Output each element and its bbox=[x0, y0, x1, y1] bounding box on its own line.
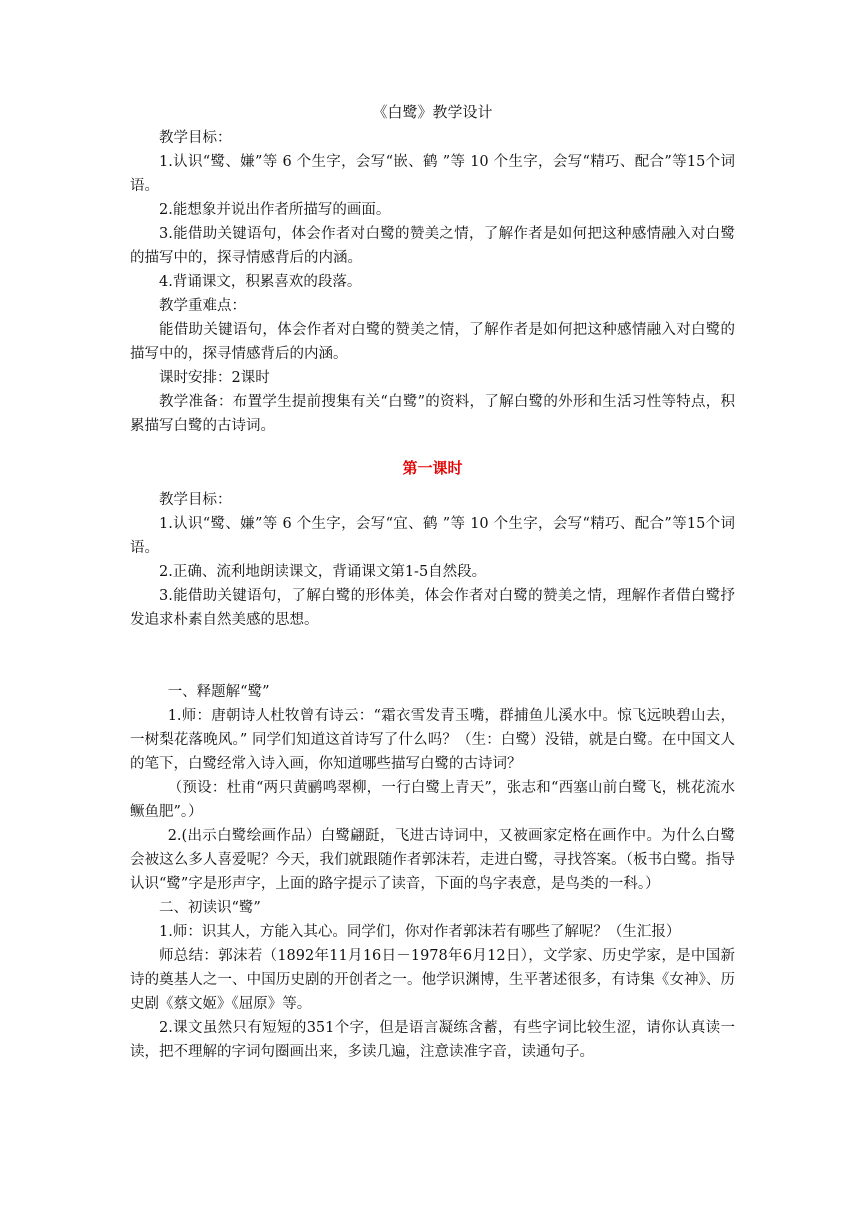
document-title: 《白鹭》教学设计 bbox=[372, 103, 493, 121]
intro-goal-2: 2.能想象并说出作者所描写的画面。 bbox=[159, 202, 391, 218]
part-two-summary: 师总结：郭沫若（1892年11月16日－1978年6月12日），文学家、历史学家，是中国新诗的奠基人之一、中国历史剧的开创者之一。他学识渊博，生平著述很多，有诗集《女神》、历史剧《蔡文姬》《屈原》等。 bbox=[130, 948, 735, 1012]
lesson-goal-3: 3.能借助关键语句，了解白鹭的形体美，体会作者对白鹭的赞美之情，理解作者借白鹭抒发追求朴素自然美感的思想。 bbox=[130, 588, 735, 628]
intro-goal-4: 4.背诵课文，积累喜欢的段落。 bbox=[159, 274, 362, 290]
part-two-heading: 二、初读识“鹭” bbox=[159, 900, 261, 916]
key-difficulty-text: 能借助关键语句，体会作者对白鹭的赞美之情，了解作者是如何把这种感情融入对白鹭的描写中的，探寻情感背后的内涵。 bbox=[130, 322, 735, 362]
part-one-preset: （预设：杜甫“两只黄鹂鸣翠柳，一行白鹭上青天”，张志和“西塞山前白鹭飞，桃花流水鳜鱼肥”。） bbox=[130, 780, 735, 820]
lesson-one-heading: 第一课时 bbox=[402, 459, 463, 477]
lesson-goal-2: 2.正确、流利地朗读课文，背诵课文第1-5自然段。 bbox=[159, 564, 487, 580]
key-difficulty-heading: 教学重难点： bbox=[159, 298, 246, 314]
part-two-step-2: 2.课文虽然只有短短的351个字，但是语言凝练含蓄，有些字词比较生涩，请你认真读一读，把不理解的字词句圈画出来，多读几遍，注意读准字音，读通句子。 bbox=[130, 1020, 735, 1060]
intro-goals-heading: 教学目标： bbox=[159, 130, 232, 146]
intro-goal-1: 1.认识“鹭、嫌”等 6 个生字，会写“嵌、鹤 ”等 10 个生字，会写“精巧、配合”等15个词语。 bbox=[130, 154, 735, 194]
section-spacer bbox=[130, 632, 735, 680]
part-one-step-2: 2.(出示白鹭绘画作品）白鹭翩跹，飞进古诗词中，又被画家定格在画作中。为什么白鹭会被这么多人喜爱呢？今天，我们就跟随作者郭沫若，走进白鹭，寻找答案。（板书白鹭。指导认识“鹭”字是形声字，上面的路字提示了读音，下面的鸟字表意，是鸟类的一科。） bbox=[130, 828, 735, 892]
schedule-text: 课时安排：2课时 bbox=[159, 370, 270, 386]
document-body bbox=[130, 100, 735, 1064]
intro-goal-3: 3.能借助关键语句，体会作者对白鹭的赞美之情，了解作者是如何把这种感情融入对白鹭的描写中的，探寻情感背后的内涵。 bbox=[130, 226, 735, 266]
preparation-text: 教学准备：布置学生提前搜集有关“白鹭”的资料，了解白鹭的外形和生活习性等特点，积累描写白鹭的古诗词。 bbox=[130, 394, 735, 434]
part-one-step-1: 1.师：唐朝诗人杜牧曾有诗云：“霜衣雪发青玉嘴，群捕鱼儿溪水中。惊飞远映碧山去，一树梨花落晚风。” 同学们知道这首诗写了什么吗？（生：白鹭）没错，就是白鹭。在中国文人的笔下，白鹭经常入诗入画，你知道哪些描写白鹭的古诗词？ bbox=[130, 708, 735, 772]
lesson-goals-heading: 教学目标： bbox=[159, 492, 232, 508]
part-two-step-1: 1.师：识其人，方能入其心。同学们，你对作者郭沫若有哪些了解呢？（生汇报） bbox=[159, 924, 681, 940]
part-one-heading: 一、释题解“鹭” bbox=[167, 684, 270, 700]
lesson-goal-1: 1.认识“鹭、嫌”等 6 个生字，会写“宜、鹤 ”等 10 个生字，会写“精巧、配合”等15个词语。 bbox=[130, 516, 735, 556]
